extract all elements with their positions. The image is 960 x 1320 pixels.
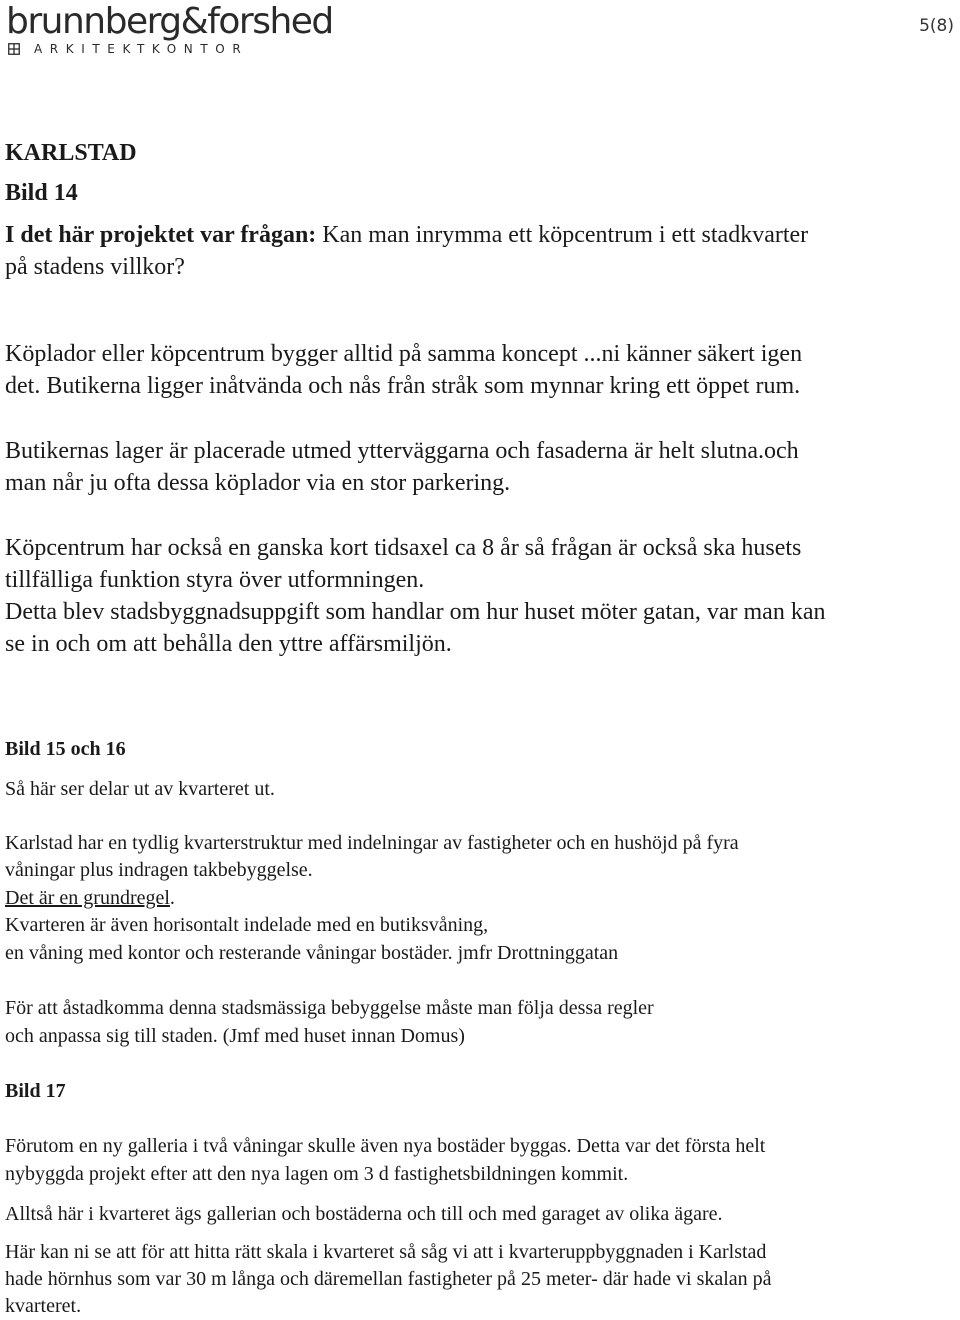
paragraph-9-line-3: kvarteret.	[5, 1295, 82, 1317]
paragraph-5-line-4: Kvarteren är även horisontalt indelade med en butiksvåning,	[5, 914, 489, 936]
paragraph-3-line-1: Köpcentrum har också en ganska kort tidsaxel ca 8 år så frågan är också ska husets	[5, 535, 802, 561]
bild17-heading: Bild 17	[5, 1080, 66, 1102]
paragraph-4: Så här ser delar ut av kvarteret ut.	[5, 778, 275, 800]
paragraph-7-line-2: nybyggda projekt efter att den nya lagen om 3 d fastighetsbildningen kommit.	[5, 1163, 629, 1185]
paragraph-5-line-5: en våning med kontor och resterande våningar bostäder. jmfr Drottninggatan	[5, 942, 619, 964]
logo-wordmark: brunnberg&forshed	[6, 1, 333, 42]
page-number: 5(8)	[919, 16, 954, 36]
bild15-16-heading: Bild 15 och 16	[5, 738, 126, 760]
bild14-heading: Bild 14	[5, 180, 78, 206]
paragraph-2-line-1: Butikernas lager är placerade utmed ytterväggarna och fasaderna är helt slutna.och	[5, 438, 799, 464]
paragraph-2-line-2: man når ju ofta dessa köplador via en stor parkering.	[5, 470, 511, 496]
question-line-1	[5, 219, 808, 251]
grid-square-icon	[8, 43, 20, 55]
paragraph-9-line-2: hade hörnhus som var 30 m långa och däremellan fastigheter på 25 meter- där hade vi skalan på	[5, 1268, 772, 1290]
paragraph-1-line-1: Köplador eller köpcentrum bygger alltid på samma koncept ...ni känner säkert igen	[5, 341, 803, 367]
paragraph-6-line-2: och anpassa sig till staden. (Jmf med huset innan Domus)	[5, 1025, 465, 1047]
logo-subtitle-row	[8, 42, 333, 56]
paragraph-1-line-2: det. Butikerna ligger inåtvända och nås från stråk som mynnar kring ett öppet rum.	[5, 373, 801, 399]
paragraph-5-line-3	[5, 885, 175, 912]
paragraph-9-line-1: Här kan ni se att för att hitta rätt skala i kvarteret så såg vi att i kvarteruppbyggnaden i Karlstad	[5, 1241, 767, 1263]
paragraph-3-line-4: se in och om att behålla den yttre affärsmiljön.	[5, 631, 452, 657]
question-line-2: på stadens villkor?	[5, 254, 185, 280]
grundregel-period: .	[169, 887, 175, 909]
city-heading: KARLSTAD	[5, 140, 137, 166]
paragraph-6-line-1: För att åstadkomma denna stadsmässiga bebyggelse måste man följa dessa regler	[5, 997, 654, 1019]
paragraph-3-line-2: tillfälliga funktion styra över utformningen.	[5, 567, 425, 593]
company-logo	[6, 0, 333, 56]
paragraph-5-line-1: Karlstad har en tydlig kvarterstruktur med indelningar av fastigheter och en hushöjd på fyra	[5, 832, 739, 854]
paragraph-8: Alltså här i kvarteret ägs gallerian och bostäderna och till och med garaget av olika ägare.	[5, 1203, 723, 1225]
question-rest: Kan man inrymma ett köpcentrum i ett stadkvarter	[316, 222, 809, 248]
paragraph-3-line-3: Detta blev stadsbyggnadsuppgift som handlar om hur huset möter gatan, var man kan	[5, 599, 826, 625]
paragraph-5-line-2: våningar plus indragen takbebyggelse.	[5, 859, 313, 881]
grundregel-underlined: Det är en grundregel	[5, 887, 170, 909]
paragraph-7-line-1: Förutom en ny galleria i två våningar skulle även nya bostäder byggas. Detta var det första helt	[5, 1135, 766, 1157]
question-bold: I det här projektet var frågan:	[5, 222, 317, 248]
logo-subtitle: ARKITEKTKONTOR	[34, 42, 249, 56]
